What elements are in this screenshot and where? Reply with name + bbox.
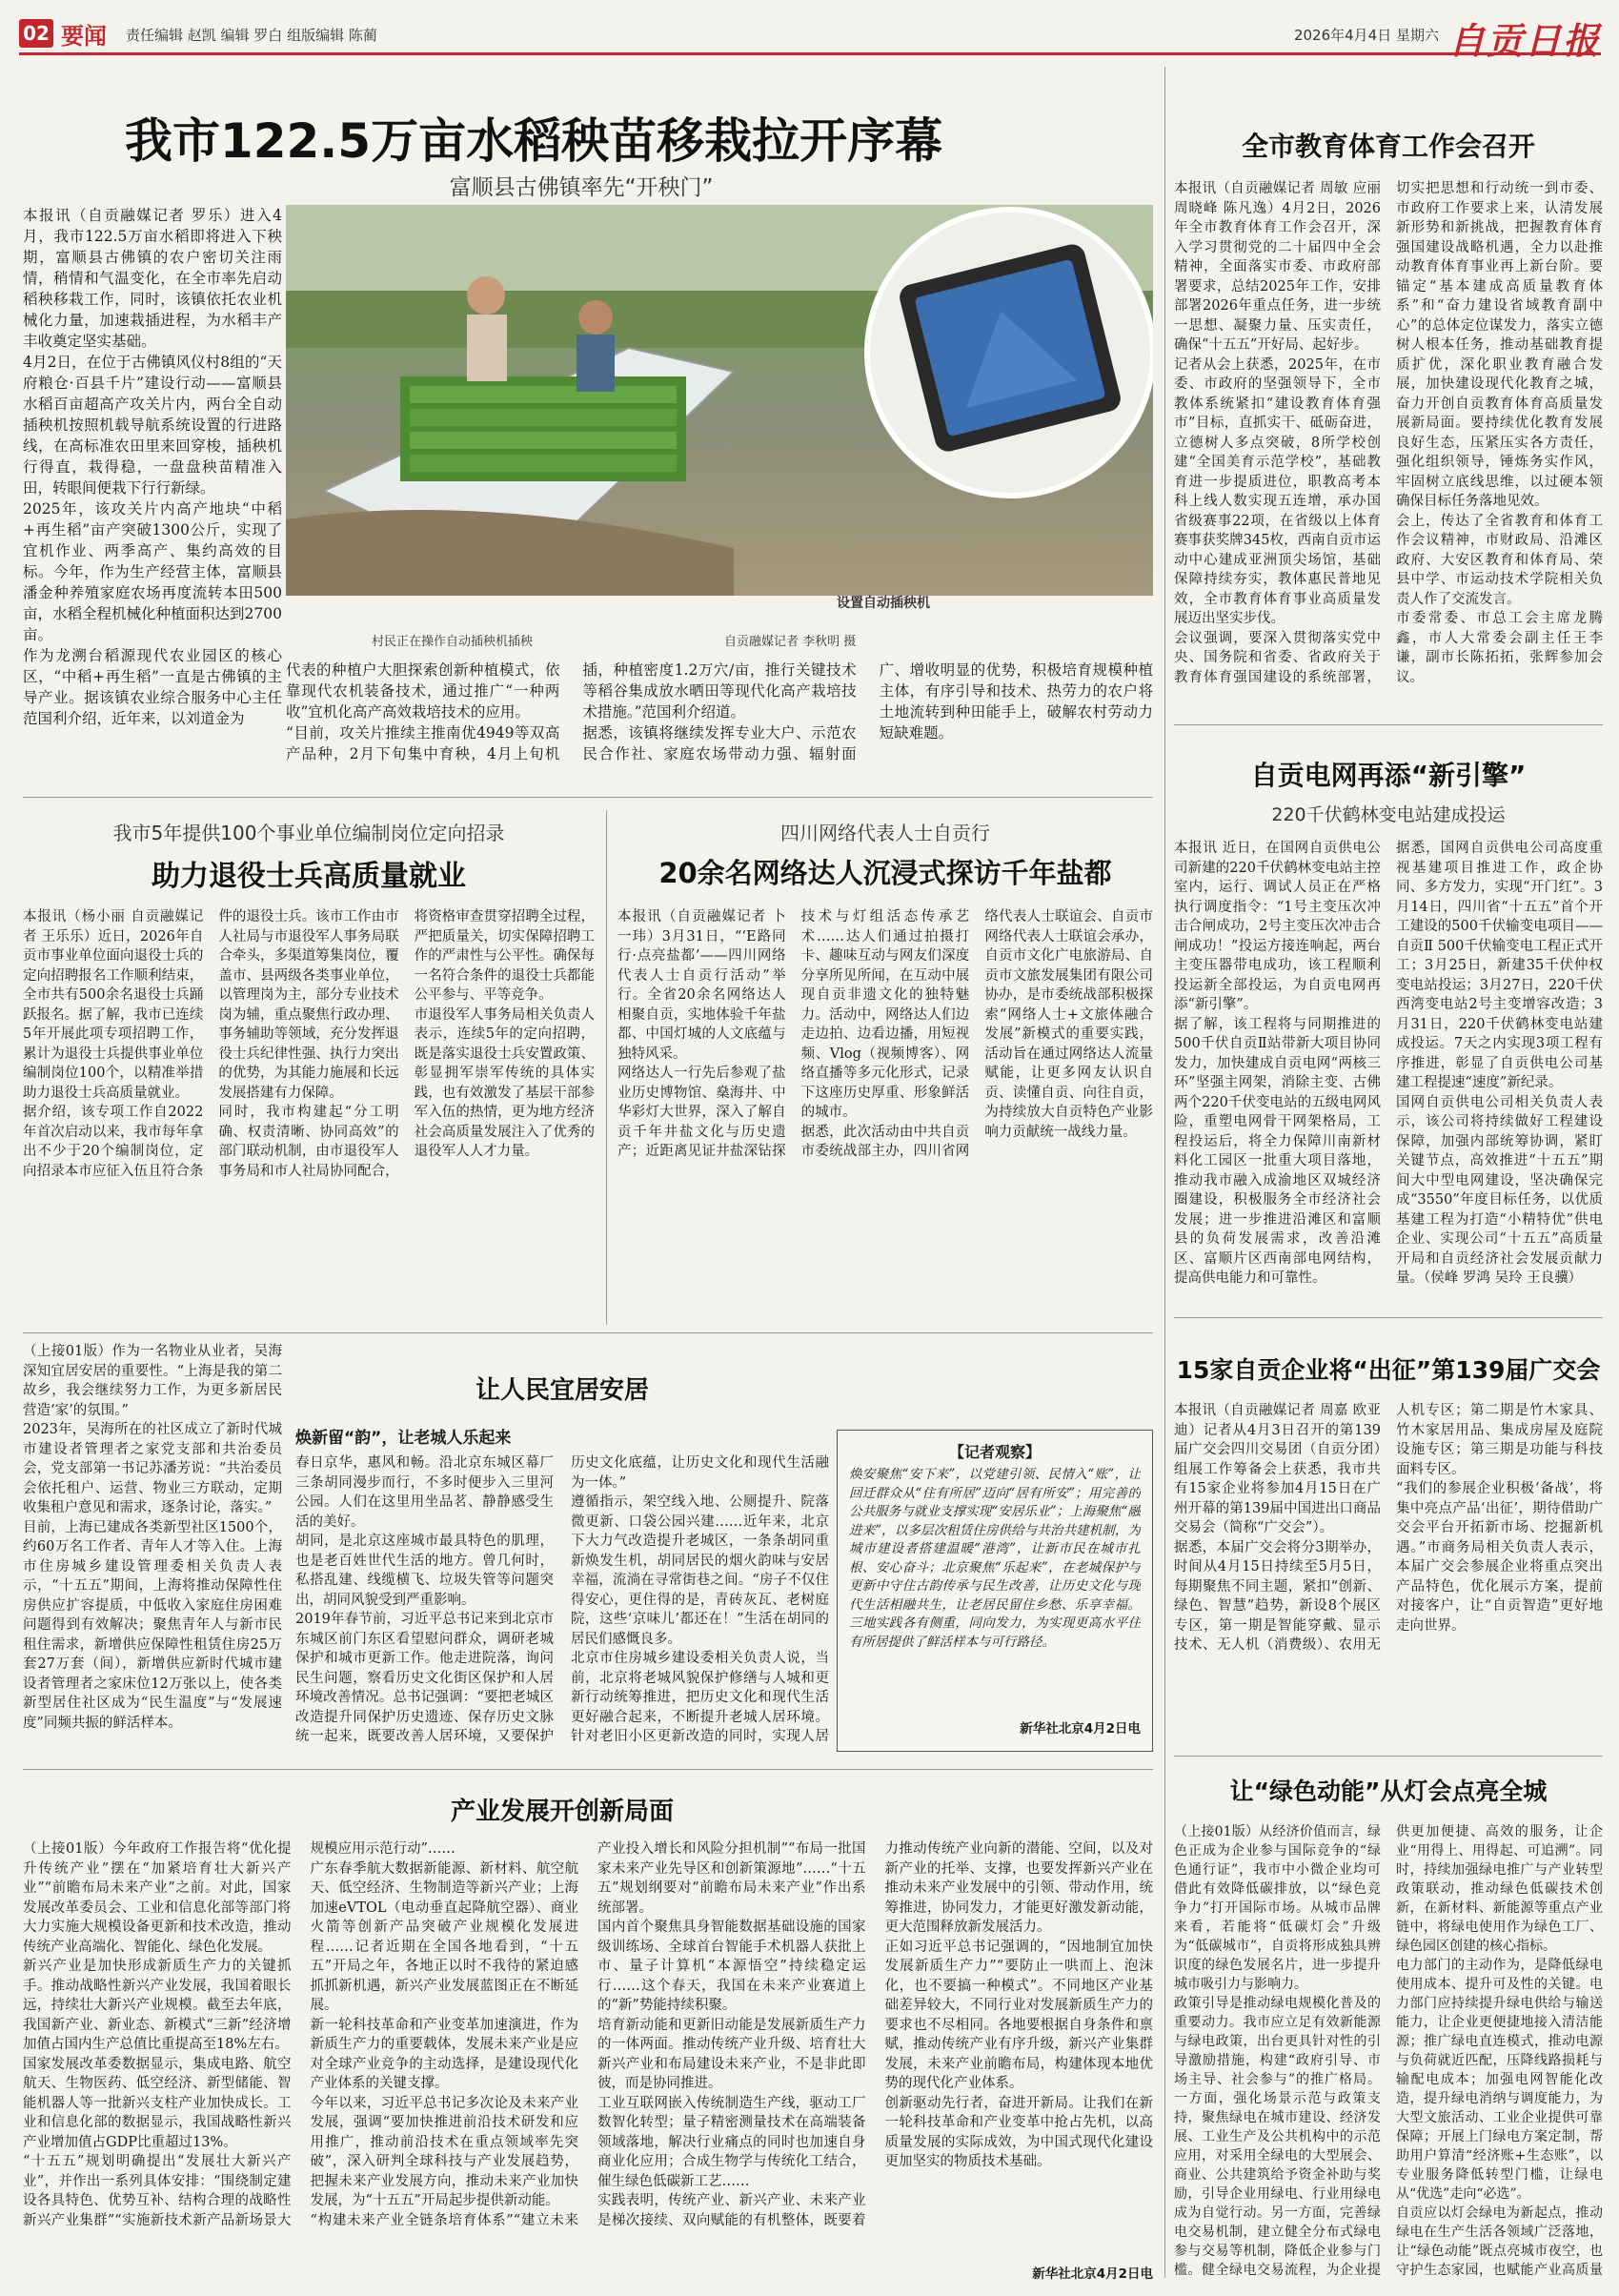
- issue-date: 2026年4月4日 星期六: [1293, 27, 1439, 44]
- rice-bottom-text: 代表的种植户大胆探索创新种植模式，依靠现代农机装备技术，通过推广“一种两收”宜机化高产高效栽培技术的应用。 “目前，攻关片推续主推南优4949等双高产品种，2月下旬集中育秧，4月上旬机插，种植密度1.2万穴/亩，推行关键技术等稻谷集成放水晒田等现代化高产栽培技术措施。”范国利介绍道。 据悉，该镇将继续发挥专业大户、示范农民合作社、家庭农场带动力强、辐射面广、增收明显的优势，积极培育规模种植主体，有序引导和技术、热劳力的农户将土地流转到种田能手上，破解农村劳动力短缺难题。: [286, 661, 1153, 762]
- industry-text: （上接01版）今年政府工作报告将“优化提升传统产业”摆在“加紧培育壮大新兴产业”“前瞻布局未来产业”之前。对此，国家发展改革委员会、工业和信息化部等部门将大力实施大规模设备更新和技术改造，推动传统产业高端化、智能化、绿色化发展。 新兴产业是加快形成新质生产力的关键抓手。推动战略性新兴产业发展，我国着眼长远，持续壮大新兴产业规模。截至去年底，我国新产业、新业态、新模式“三新”经济增加值占国内生产总值比重提高至18%左右。 国家发展改革委数据显示，集成电路、航空航天、生物医药、低空经济、新型储能、智能机器人等一批新兴支柱产业加快成长。工业和信息化部的数据显示，我国战略性新兴产业增加值占GDP比重超过13%。 “十五五”规划明确提出“发展壮大新兴产业”，并作出一系列具体安排：“围绕制定建设各具特色、优势互补、结构合理的战略性新兴产业集群”“实施新技术新产品新场景大规模应用示范行动”…… 广东春季航大数据新能源、新材料、航空航天、低空经济、生物制造等新兴产业；上海加速eVTOL（电动垂直起降航空器）、商业火箭等创新产品突破产业规模化发展进程……记者近期在全国各地看到，“十五五”开局之年，各地正以时不我待的紧迫感抓抓新机遇，新兴产业发展蓝图正在不断延展。 新一轮科技革命和产业变革加速演进，作为新质生产力的重要载体，发展未来产业是应对全球产业竞争的主动选择，是建设现代化产业体系的关键支撑。 今年以来，习近平总书记多次论及未来产业发展，强调“要加快推进前沿技术研发和应用推广，推动前沿技术在重点领域率先突破”，深入研判全球科技与产业发展趋势，把握未来产业发展方向，推动未来产业加快发展，为“十五五”开局起步提供新动能。 “构建未来产业全链条培育体系”“建立未来产业投入增长和风险分担机制”“布局一批国家未来产业先导区和创新策源地”……“十五五”规划纲要对“前瞻布局未来产业”作出系统部署。 国内首个聚焦具身智能数据基础设施的国家级训练场、全球首台智能手术机器人获批上市、量子计算机“本源悟空”持续稳定运行……这个春天，我国在未来产业赛道上的“新”势能持续积聚。 培育新动能和更新旧动能是发展新质生产力的一体两面。推动传统产业升级、培育壮大新兴产业和布局建设未来产业，不是非此即彼，而是协同推进。 工业互联网嵌入传统制造生产线，驱动工厂数智化转型；量子精密测量技术在高端装备领域落地，解决行业痛点的同时也加速自身商业化应用；合成生物学与传统化工结合，催生绿色低碳新工艺…… 实践表明，传统产业、新兴产业、未来产业是梯次接续、双向赋能的有机整体，既要着力推动传统产业向新的潜能、空间，以及对新产业的托举、支撑，也要发挥新兴产业在推动未来产业发展中的引领、带动作用，统筹推进，协同发力，才能更好激发新动能，更大范围释放新发展活力。 正如习近平总书记强调的，“因地制宜加快发展新质生产力”“要防止一哄而上、泡沫化，也不要搞一种模式”。不同地区产业基础差异较大，不同行业对发展新质生产力的要求也不尽相同。各地要根据自身条件和禀赋，推动传统产业有序升级，新兴产业集群发展，未来产业前瞻布局，构建体现本地优势的现代化产业体系。 创新驱动先行者，奋进开新局。让我们在新一轮科技革命和产业变革中抢占先机，以高质量发展的实际成效，为中国式现代化建设更加坚实的物质技术基础。: [23, 1841, 1153, 2228]
- page-header: [19, 13, 1601, 62]
- expo-text: 本报讯（自贡融媒记者 周嘉 欧亚迪）记者从4月3日召开的第139届广交会四川交易团（自贡分团）组展工作筹备会上获悉，我市共有15家企业将参加4月15日在广州开幕的第139届中国进出口商品交易会（简称“广交会”）。 据悉，本届广交会将分3期举办，时间从4月15日持续至5月5日，每期聚焦不同主题，紧扣“创新、绿色、智慧”趋势，新设8个展区专区，第一期是智能穿戴、显示技术、无人机（消费级）、农用无人机专区；第二期是竹木家具、竹木家居用品、集成房屋及庭院设施专区；第三期是功能与科技面料专区。 “我们的参展企业积极‘备战’，将集中亮点产品‘出征’，期待借助广交会平台开拓新市场、挖掘新机遇。”市商务局相关负责人表示，本届广交会参展企业将重点突出产品特色，优化展示方案，提前对接客户，让“自贡智造”更好地走向世界。: [1174, 1403, 1603, 1653]
- rice-subtitle: 富顺县古佛镇率先“开秧门”: [449, 175, 714, 200]
- green-headline: 让“绿色动能”从灯会点亮全城: [1229, 1778, 1548, 1805]
- tablet-caption: 设置自动插秧机: [837, 596, 930, 611]
- divider-grid-expo: [1174, 1317, 1603, 1318]
- green-text: （上接01版）从经济价值而言，绿色正成为企业参与国际竞争的“绿色通行证”，我市中小微企业均可借此有效降低碳排放，以“绿色竞争力”打开国际市场。从城市品牌来看，若能将“低碳灯会”升级为“低碳城市”，自贡将形成独具辨识度的绿色发展名片，进一步提升城市吸引力与影响力。 政策引导是推动绿电规模化普及的重要动力。我市应立足有效新能源与绿电政策，出台更具针对性的引导激励措施，构建“政府引导、市场主导、社会参与”的推广格局。一方面，强化场景示范与政策支持，聚焦绿电在城市建设、经济发展、工业生产及公共机构中的示范应用，对采用全绿电的大型展会、商业、公共建筑给予资金补助与奖励，引导企业用绿电、行业用绿电成为自觉行动。另一方面，完善绿电交易机制，建立健全分布式绿电参与交易等机制，降低企业参与门槛。健全绿电交易流程，为企业提供更加便捷、高效的服务，让企业“用得上、用得起、可追溯”。同时，持续加强绿电推广与产业转型政策联动，推动绿色低碳技术创新，在新材料、新能源等重点产业链中，将绿电使用作为绿色工厂、绿色园区创建的核心指标。 电力部门的主动作为，是降低绿电使用成本、提升可及性的关键。电力部门应持续提升绿电供给与输送能力，让企业更便捷地接入清洁能源；推广绿电直连模式，推动电源与负荷就近匹配，压降线路损耗与输配电成本；加强电网智能化改造，提升绿电消纳与调度能力，为大型文旅活动、工业企业提供可靠保障；开展上门绿电方案定制，帮助用户算清“经济账+生态账”，以专业服务降低转型门槛，让绿电从“优选”走向“必选”。 自贡应以灯会绿电为新起点，推动绿电在生产生活各领域广泛落地，让“绿色动能”既点亮城市夜空，也守护生态家园，也赋能产业高质量: [1174, 1824, 1603, 2278]
- industry-credit: 新华社北京4月2日电: [1032, 2266, 1153, 2282]
- rice-photo-caption: 村民正在操作自动插秧机插秧: [372, 635, 534, 649]
- reporter-observation-box: [837, 1430, 1153, 1752]
- livable-main: [295, 1420, 829, 1752]
- industry-headline: 产业发展开创新局面: [450, 1798, 674, 1826]
- section-number: 02: [19, 19, 53, 48]
- grid-headline: 自贡电网再添“新引擎”: [1250, 760, 1527, 791]
- divider-rice-lower: [23, 797, 1153, 798]
- grid-text: 本报讯 近日，在国网自贡供电公司新建的220千伏鹤林变电站主控室内，运行、调试人员正在严格执行调度指令：“1号主变压次冲击合闸成功，2号主变压次冲击合闸成功！”投运方接连响起，两台主变压器带电成功，该工程顺利投运新全部投运，为自贡电网再添“新引擎”。 据了解，该工程将与同期推进的500千伏自贡Ⅱ站带新大项目协同发力，加快建成自贡电网“两核三环”坚强主网架，消除主变、古佛两个220千伏变电站的五级电网风险，重塑电网骨干网架格局，工程投运后，将全力保障川南新材料化工园区一批重大项目落地，推动我市融入成渝地区双城经济圈建设，积极服务全市经济社会发展；进一步推进沿滩区和富顺县的负荷发展需求，改善沿滩区、富顺片区西南部电网结构，提高供电能力和可靠性。 据悉，国网自贡供电公司高度重视基建项目推进工作，政企协同、多方发力，实现“开门红”。3月14日，四川省“十五五”首个开工建设的500千伏输变电项目——自贡Ⅱ 500千伏输变电工程正式开工；3月25日，新建35千伏仲权变电站投运；3月27日，220千伏西湾变电站2号主变增容改造；3月31日，220千伏鹤林变电站建成投运。7天之内实现3项工程有序推进，彰显了自贡供电公司基建工程提速“速度”新纪录。 国网自贡供电公司相关负责人表示，该公司将持续做好工程建设保障，加强内部统筹协调，紧盯关键节点，高效推进“十五五”期间大中型电网建设，坚决确保完成“3550”年度目标任务，以优质基建工程为打造“小精特优”供电企业、实现公司“十五五”高质量开局和自贡经济社会发展贡献力量。（侯峰 罗鸿 吴玲 王良骥）: [1174, 841, 1603, 1286]
- rice-left-text: 本报讯（自贡融媒记者 罗乐）进入4月，我市122.5万亩水稻即将进入下秧期，富顺县古佛镇的农户密切关注雨情，稍情和气温变化，在全市率先启动稻秧移栽工作，同时，该镇依托农业机械化力量，加速栽插进程，为水稻丰产丰收奠定坚实基础。 4月2日，在位于古佛镇风仪村8组的“天府粮仓·百县千片”建设行动——富顺县水稻百亩超高产攻关片内，两台全自动插秧机按照机载导航系统设置的行进路线，在高标准农田里来回穿梭，插秧机行得直，栽得稳，一盘盘秧苗精准入田，转眼间便栽下行行新绿。 2025年，该攻关片内高产地块“中稻+再生稻”亩产突破1300公斤，实现了宜机作业、两季高产、集约高效的目标。今年，作为生产经营主体，富顺县潘金种养殖家庭农场再度流转本田500亩，水稻全程机械化种植面积达到2700亩。 作为龙溯台稻源现代农业园区的核心区，“中稻+再生稻”一直是古佛镇的主导产业。据该镇农业综合服务中心主任范国利介绍，近年来，以刘道金为: [23, 207, 282, 727]
- influencers-text: 本报讯（自贡融媒记者 卜一玮）3月31日，“‘E路同行·点亮盐都’——四川网络代表人士自贡行活动”举行。全省20余名网络达人相聚自贡，实地体验千年盐都、中国灯城的人文底蕴与独特风采。 网络达人一行先后参观了盐业历史博物馆、燊海井、中华彩灯大世界，深入了解自贡千年井盐文化与历史遗产；近距离见证井盐深钻探技术与灯组活态传承艺术……达人们通过拍摄打卡、趣味互动与网友们深度分享所见所闻，在互动中展现自贡非遗文化的独特魅力。活动中，网络达人们边走边拍、边看边播，用短视频、Vlog（视频博客）、网络直播等多元化形式，记录下这座历史厚重、形象鲜活的城市。 据悉，此次活动由中共自贡市委统战部主办，四川省网络代表人士联谊会、自贡市网络代表人士联谊会承办，自贡市文化广电旅游局、自贡市文旅发展集团有限公司协办，是市委统战部积极探索“网络人士+文旅体融合发展”新模式的重要实践，活动旨在通过网络达人流量赋能，让更多网友认识自贡、读懂自贡、向往自贡，为持续放大自贡特色产业影响力贡献统一战线力量。: [617, 909, 1153, 1159]
- divider-veterans-influencers: [606, 810, 607, 1325]
- editor-credits: 责任编辑 赵凯 编辑 罗白 组版编辑 陈蔺: [126, 27, 377, 44]
- observation-text: 焕安聚焦“安下来”，以党建引领、民情入“账”，让回迁群众从“住有所居”迈向“居有所安”；用完善的公共服务与就业支撑实现“安居乐业”；上海聚焦“融进来”，以多层次租赁住房供给与共治共建机制，为城市建设者搭建温暖“港湾”，让新市民在城市扎根、安心奋斗；北京聚焦“乐起来”，在老城保护与更新中守住古韵传承与民生改善，让历史文化与现代生活相融共生，让老居民留住乡愁、乐享幸福。三地实践各有侧重，同向发力，为实现更高水平住有所居提供了鲜活样本与可行路径。: [849, 1467, 1141, 1650]
- observation-title: 【记者观察】: [948, 1443, 1041, 1461]
- veterans-kicker: 我市5年提供100个事业单位编制岗位定向招录: [112, 822, 505, 844]
- livable-main-text: 春日京华，惠风和畅。沿北京东城区幕厂三条胡同漫步而行，不多时便步入三里河公园。人们在这里用坐品茗、静静感受生活的美好。 胡同，是北京这座城市最具特色的肌理，也是老百姓世代生活的地方。曾几何时，私搭乱建、线缆横飞、垃圾失管等问题突出，胡同风貌受到严重影响。 2019年春节前，习近平总书记来到北京市东城区前门东区看望慰问群众，调研老城保护和城市更新工作。他走进院落，询问民生问题，察看历史文化街区保护和人居环境改善情况。总书记强调：“要把老城区改造提升同保护历史遗迹、保存历史文脉统一起来，既要改善人居环境，又要保护历史文化底蕴，让历史文化和现代生活融为一体。” 遵循指示，架空线入地、公厕提升、院落微更新、口袋公园兴建……近年来，北京下大力气改造提升老城区，一条条胡同重新焕发生机，胡同居民的烟火韵味与安居幸福，流淌在寻常街巷之间。“房子不仅住得安心，更住得的是，青砖灰瓦、老树庭院，这些‘京味儿’都还在！”生活在胡同的居民们感慨良多。 北京市住房城乡建设委相关负责人说，当前，北京将老城风貌保护修缮与人城和更新行动统筹推进，把历史文化和现代生活更好融合起来，不断提升老城人居环境。针对老旧小区更新改造的同时，实现人居: [295, 1455, 829, 1744]
- newspaper-logo: 自贡日报: [1447, 19, 1601, 62]
- divider-industry-top: [23, 1769, 1153, 1770]
- veterans-headline: 助力退役士兵高质量就业: [152, 860, 466, 893]
- observation-credit: 新华社北京4月2日电: [1020, 1721, 1141, 1737]
- education-text: 本报讯（自贡融媒记者 周敏 应丽 周晓峰 陈凡逸）4月2日，2026年全市教育体育工作会召开，深入学习贯彻党的二十届四中全会精神，全面落实市委、市政府部署要求，总结2025年工作，安排部署2026年重点任务，进一步统一思想、凝聚力量、压实责任，确保“十五五”开好局、起好步。 记者从会上获悉，2025年，在市委、市政府的坚强领导下，全市教体系统紧扣“建设教育体育强市”目标，直抓实干、砥砺奋进，立德树人多点突破，8所学校创建“全国美育示范学校”，基础教育进一步提质进位，职教高考本科上线人数实现五连增，承办国省级赛事22项，在省级以上体育赛事获奖牌345枚，西南自贡市运动中心建成亚洲顶尖场馆，基础保障持续夯实，教体惠民普地见效，全市教育体育事业高质量发展迈出坚实步伐。 会议强调，要深入贯彻落实党中央、国务院和省委、省政府关于教育体育强国建设的系统部署，切实把思想和行动统一到市委、市政府工作要求上来，认清发展新形势和新挑战，把握教育体育强国建设战略机遇，全力以赴推动教育体育事业再上新台阶。要锚定“基本建成高质量教育体系”和“奋力建设省域教育副中心”的总体定位谋发力，落实立德树人根本任务，推动基础教育提质扩优，深化职业教育融合发展，加快建设现代化教育之城，奋力开创自贡教育体育高质量发展新局面。要持续优化教育发展良好生态，压紧压实各方责任，强化组织领导，锤炼务实作风，牢固树立底线思维，以过硬本领确保目标任务落地见效。 会上，传达了全省教育和体育工作会议精神，市财政局、沿滩区政府、大安区教育和体育局、荣县中学、市运动技术学院相关负责人作了交流发言。 市委常委、市总工会主席龙腾鑫，市人大常委会副主任王李谦，副市长陈拓拓，张辉参加会议。: [1174, 181, 1603, 685]
- education-headline: 全市教育体育工作会召开: [1241, 131, 1535, 162]
- rice-photo: [286, 205, 1153, 596]
- livable-headline: 让人民宜居安居: [475, 1376, 649, 1405]
- livable-left-text: （上接01版）作为一名物业从业者，吴海深知宜居安居的重要性。“上海是我的第二故乡，我会继续努力工作，为更多新居民营造‘家’的氛围。” 2023年，吴海所在的社区成立了新时代城市建设者管理者之家党支部和共治委员会，党支部第一书记苏潘芳说：“共治委员会依托租户、运营、物业三方联动，定期收集租户意见和需求，逐条讨论，落实。” 目前，上海已建成各类新型社区1500个，约60万名工作者、青年人才等入住。上海市住房城乡建设管理委相关负责人表示，“十五五”期间，上海将推动保障性住房供应扩容提质，中低收入家庭住房困难问题得到有效解决；聚焦青年人与新市民租住需求，新增供应保障性租赁住房25万套27万套（间），新增供应新时代城市建设者管理者之家床位12万张以上，使各类新型居住社区成为“民生温度”与“发展速度”同频共振的鲜活样本。: [23, 1344, 282, 1731]
- influencers-kicker: 四川网络代表人士自贡行: [780, 822, 990, 844]
- veterans-text: 本报讯（杨小丽 自贡融媒记者 王乐乐）近日，2026年自贡市事业单位面向退役士兵的定向招聘报名工作顺利结束，全市共有500余名退役士兵踊跃报名。据了解，我市已连续5年开展此项专项招聘工作，累计为退役士兵提供事业单位编制岗位100个，以精准举措助力退役士兵高质量就业。 据介绍，该专项工作自2022年首次启动以来，我市每年拿出不少于20个编制岗位，定向招录本市应征入伍且符合条件的退役士兵。该市工作由市人社局与市退役军人事务局联合牵头，多渠道筹集岗位，覆盖市、县两级各类事业单位，以管理岗为主，部分专业技术岗为辅，重点聚焦行政办理、事务辅助等领域，充分发挥退役士兵纪律性强、执行力突出的优势，为其能力施展和长远发展搭建有力保障。 同时，我市构建起“分工明确、权责清晰、协同高效”的部门联动机制，由市退役军人事务局和市人社局协同配合，将资格审查贯穿招聘全过程，严把质量关，切实保障招聘工作的严肃性与公平性。确保每一名符合条件的退役士兵都能公平参与、平等竞争。 市退役军人事务局相关负责人表示，连续5年的定向招聘，既是落实退役士兵安置政策、彰显拥军崇军传统的具体实践，也有效激发了基层干部参军入伍的热情，更为地方经济社会高质量发展注入了优秀的退役军人人才力量。: [23, 909, 595, 1179]
- section-name: 要闻: [61, 23, 107, 50]
- column-divider: [1164, 67, 1165, 2278]
- divider-education-grid: [1174, 724, 1603, 725]
- divider-expo-green: [1174, 1756, 1603, 1757]
- expo-headline: 15家自贡企业将“出征”第139届广交会: [1176, 1356, 1601, 1384]
- rice-photo-credit: 自贡融媒记者 李秋明 摄: [724, 635, 857, 649]
- divider-livable-top: [23, 1332, 1153, 1333]
- influencers-headline: 20余名网络达人沉浸式探访千年盐都: [658, 857, 1112, 889]
- livable-subhead: 焕新留“韵”，让老城人乐起来: [295, 1429, 512, 1448]
- rice-photo-illustration: [286, 205, 1153, 596]
- rice-headline: 我市122.5万亩水稻秧苗移栽拉开序幕: [124, 113, 943, 169]
- grid-subtitle: 220千伏鹤林变电站建成投运: [1271, 804, 1506, 825]
